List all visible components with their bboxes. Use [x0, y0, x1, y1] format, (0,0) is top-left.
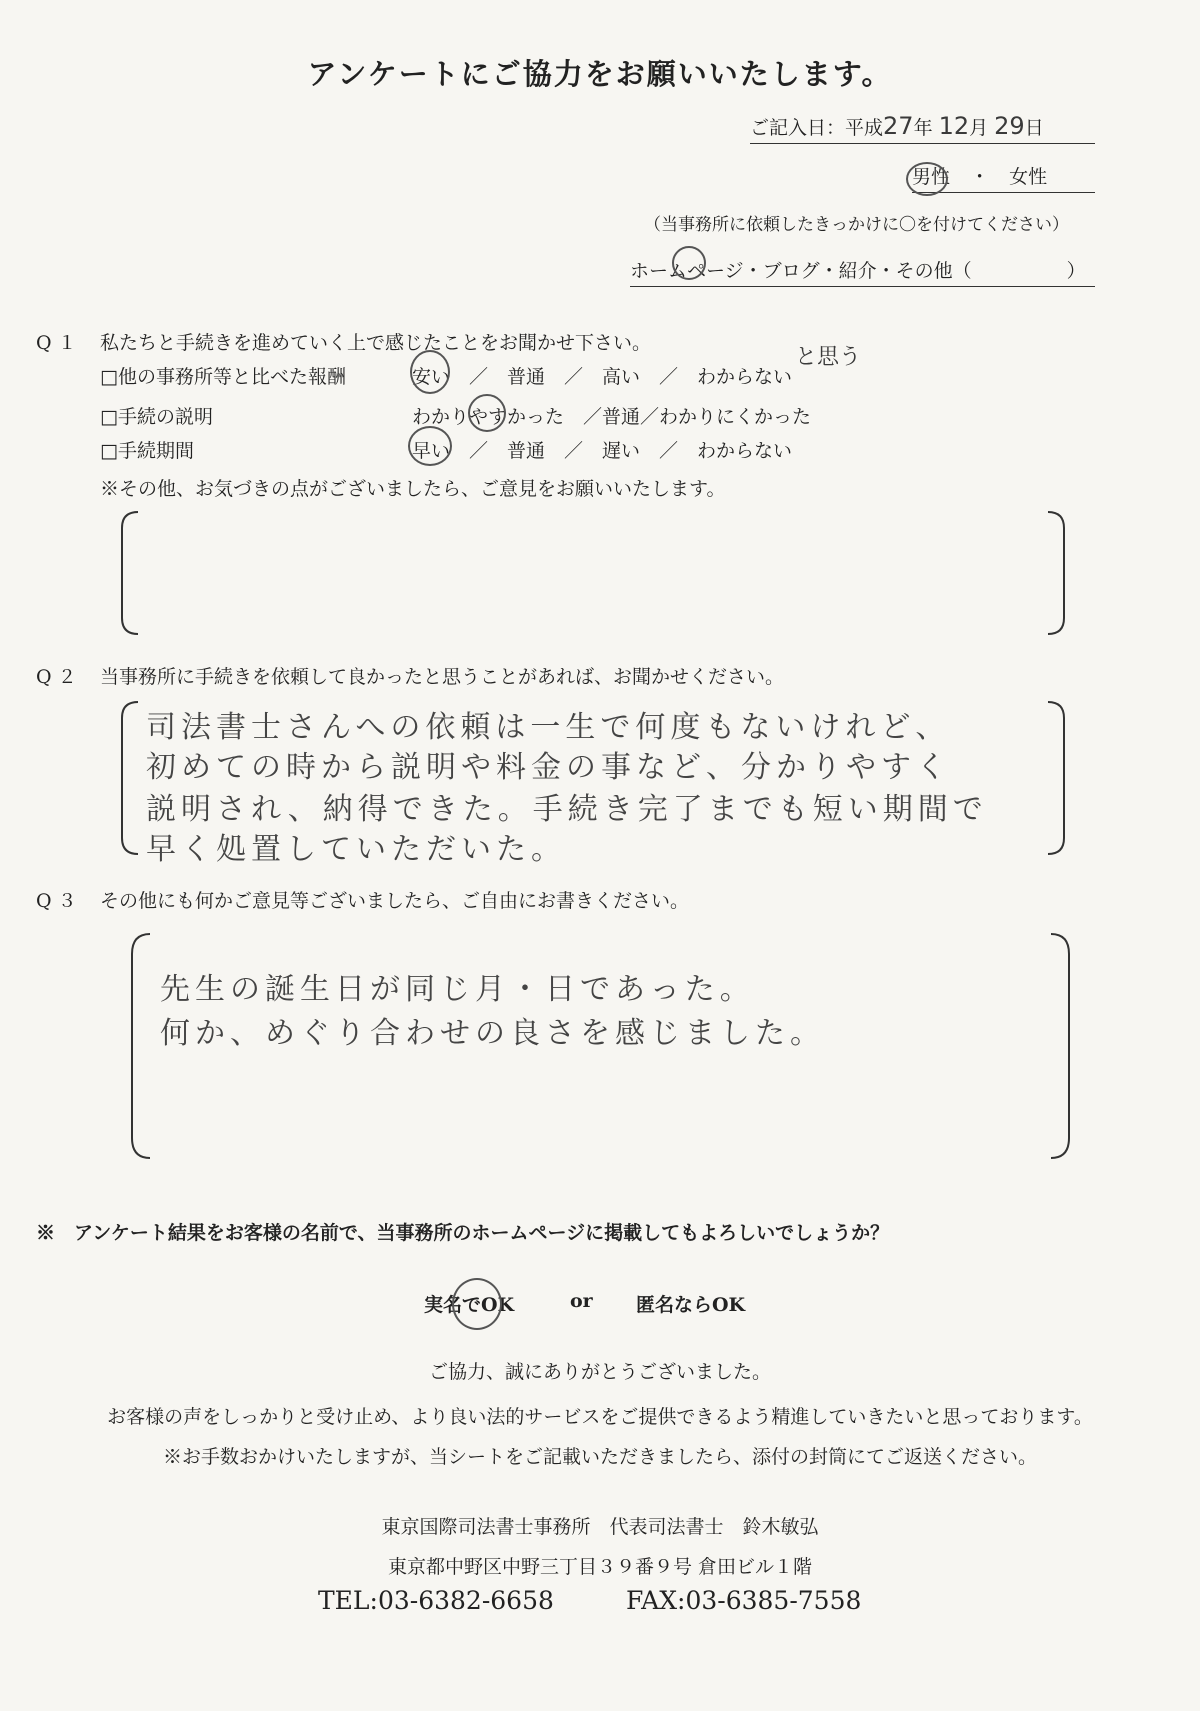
date-month: 12 [938, 112, 970, 140]
q3-number: Q３ [36, 890, 83, 912]
q1-question: 私たちと手続きを進めていく上で感じたことをお聞かせ下さい。 [100, 332, 652, 354]
gender-separator: ・ [970, 166, 990, 188]
q3-answer-line: 何か、めぐり合わせの良さを感じました。 [160, 1016, 825, 1051]
publish-real-label: 実名でOK [424, 1294, 515, 1316]
trigger-prompt: （当事務所に依頼したきっかけに〇を付けてください） [644, 215, 1069, 235]
publish-or: or [570, 1290, 593, 1312]
q2-answer-line: 説明され、納得できた。手続き完了までも短い期間で [146, 792, 988, 827]
q2-answer-line: 早く処置していただいた。 [146, 832, 566, 867]
q1-item-explanation-label[interactable]: □手続の説明 [100, 406, 213, 428]
trigger-options[interactable] [630, 256, 1095, 287]
q1-item-period-options[interactable]: 早い ／ 普通 ／ 遅い ／ わからない [412, 440, 793, 462]
q2-question: 当事務所に手続きを依頼して良かったと思うことがあれば、お聞かせください。 [100, 666, 785, 688]
office-fax: FAX:03-6385-7558 [626, 1586, 862, 1615]
publish-option-real-name[interactable] [424, 1290, 514, 1317]
q1-item-explanation-options[interactable]: わかりやすかった ／普通／わかりにくかった [412, 406, 812, 428]
q3-question: その他にも何かご意見等ございましたら、ご自由にお書きください。 [100, 890, 690, 912]
q2-answer-line: 司法書士さんへの依頼は一生で何度もないけれど、 [146, 710, 951, 745]
gender-male-label: 男性 [912, 166, 951, 188]
q1-comment-box[interactable] [118, 508, 1068, 638]
return-note: ※お手数おかけいたしますが、当シートをご記載いただきましたら、添付の封筒にてご返送ください。 [162, 1446, 1037, 1468]
gender-selection [912, 162, 1095, 193]
date-year: 27 [883, 112, 914, 140]
date-day-unit: 日 [1024, 117, 1044, 139]
period-answer-circle [408, 426, 452, 466]
q1-comment-prompt: ※その他、お気づきの点がございましたら、ご意見をお願いいたします。 [100, 478, 726, 500]
real-name-circle [452, 1278, 502, 1330]
office-address: 東京都中野区中野三丁目３９番９号 倉田ビル１階 [387, 1556, 813, 1578]
homepage-circle [672, 246, 706, 280]
publish-option-anonymous[interactable]: 匿名ならOK [636, 1294, 746, 1316]
date-month-unit: 月 [969, 117, 989, 139]
explanation-answer-circle [468, 394, 506, 432]
q3-answer-line: 先生の誕生日が同じ月・日であった。 [160, 972, 755, 1007]
q1-number: Q１ [36, 332, 83, 354]
entry-date [750, 112, 1095, 144]
q1-item-fee-label[interactable]: □他の事務所等と比べた報酬 [100, 366, 346, 388]
date-prefix: ご記入日：平成 [750, 117, 884, 139]
gender-male[interactable] [912, 166, 950, 188]
trigger-options-text: ホームページ・ブログ・紹介・その他（ ） [630, 260, 1086, 282]
date-day: 29 [994, 112, 1025, 140]
fee-answer-circle [410, 350, 450, 394]
office-name: 東京国際司法書士事務所 代表司法書士 鈴木敏弘 [381, 1516, 819, 1538]
thanks-message: ご協力、誠にありがとうございました。 [428, 1361, 771, 1383]
survey-title: アンケートにご協力をお願いいたします。 [307, 57, 893, 91]
service-message: お客様の声をしっかりと受け止め、より良い法的サービスをご提供できるよう精進していきたいと思っております。 [107, 1406, 1093, 1428]
q1-item-fee-options[interactable]: 安い ／ 普通 ／ 高い ／ わからない [412, 366, 793, 388]
q1-handwritten-note: と思う [795, 345, 862, 370]
date-year-unit: 年 [913, 117, 933, 139]
q1-comment-brackets [118, 508, 1068, 638]
q2-answer-line: 初めての時から説明や料金の事など、分かりやすく [146, 750, 951, 785]
gender-male-circle [906, 162, 951, 196]
publish-question: ※ アンケート結果をお客様の名前で、当事務所のホームページに掲載してもよろしいでしょうか？ [36, 1222, 890, 1244]
q2-number: Q２ [36, 666, 83, 688]
gender-female[interactable]: 女性 [1009, 166, 1048, 188]
office-tel: TEL:03-6382-6658 [318, 1586, 554, 1615]
q1-item-period-label[interactable]: □手続期間 [100, 440, 194, 462]
